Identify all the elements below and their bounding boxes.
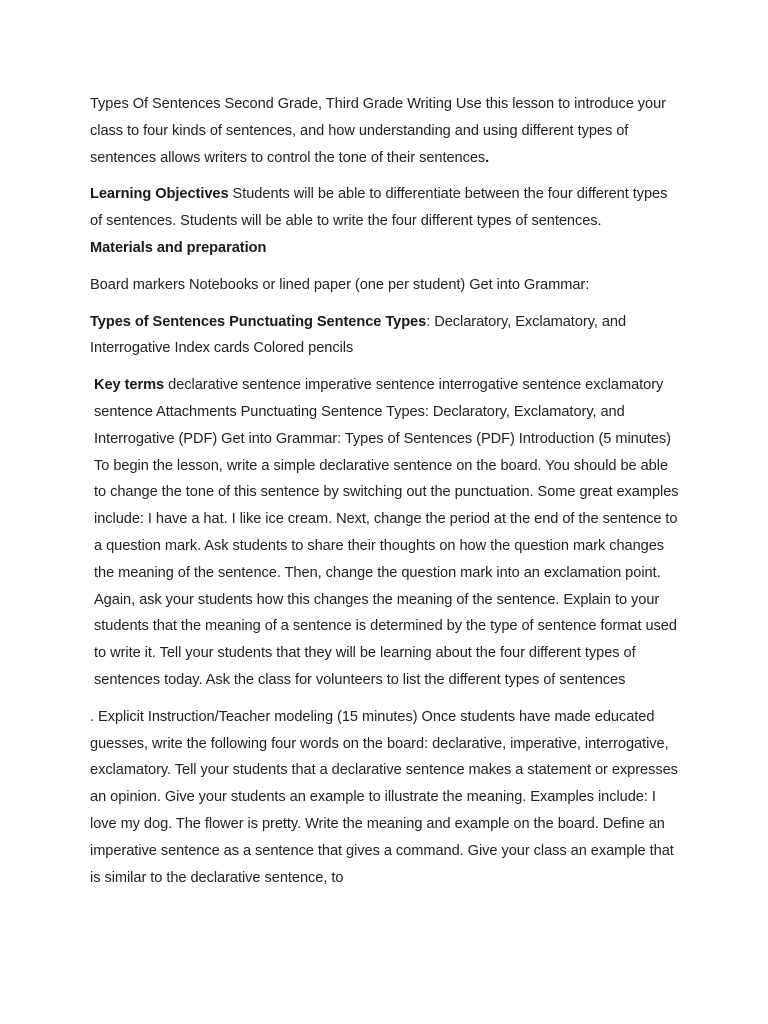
resource-paragraph [90, 309, 682, 363]
objectives-text: Students will be able to differentiate between the four different types of sentences. Students will be able to write the four different types of sentences. [90, 186, 668, 230]
objectives-heading: Learning Objectives [90, 186, 229, 203]
objectives-paragraph [90, 181, 682, 235]
key-terms-paragraph [90, 372, 682, 694]
instruction-text: . Explicit Instruction/Teacher modeling (15 minutes) Once students have made educated guesses, write the following four words on the board: declarative, imperative, interrogative, exclamatory. Tell your students that a declarative sentence makes a statement or expresses an opinion. Give your students an example to illustrate the meaning. Examples include: I love my dog. The flower is pretty. Write the meaning and example on the board. Define an imperative sentence as a sentence that gives a command. Give your class an example that is similar to the declarative sentence, to [90, 708, 678, 886]
materials-paragraph [90, 272, 682, 299]
instruction-paragraph [90, 704, 682, 892]
resource-heading: Types of Sentences Punctuating Sentence Types [90, 313, 427, 330]
key-terms-text: declarative sentence imperative sentence interrogative sentence exclamatory sentence Attachments Punctuating Sentence Types: Declaratory, Exclamatory, and Interrogative (PDF) Get into Grammar: Types of Sentences (PDF) Introduction (5 minutes) To begin the lesson, write a simple declarative sentence on the board. You should be able to change the tone of this sentence by switching out the punctuation. Some great examples include: I have a hat. I like ice cream. Next, change the period at the end of the sentence to a question mark. Ask students to share their thoughts on how the question mark changes the meaning of the sentence. Then, change the question mark into an exclamation point. Again, ask your students how this changes the meaning of the sentence. Explain to your students that the meaning of a sentence is determined by the type of sentence format used to write it. Tell your students that they will be learning about the four different types of sentences today. Ask the class for volunteers to list the different types of sentences [94, 377, 679, 688]
key-terms-heading: Key terms [94, 377, 165, 394]
intro-text: Types Of Sentences Second Grade, Third Grade Writing Use this lesson to introduce your class to four kinds of sentences, and how understanding and using different types of sentences allows writers to control the tone of their sentences [90, 96, 666, 166]
intro-end-mark: . [485, 149, 490, 166]
intro-paragraph [90, 91, 682, 171]
materials-text: Board markers Notebooks or lined paper (one per student) Get into Grammar: [90, 276, 590, 293]
materials-heading: Materials and preparation [90, 239, 267, 256]
materials-heading-line [90, 235, 682, 262]
resource-text: : Declaratory, Exclamatory, and Interrogative Index cards Colored pencils [90, 313, 627, 357]
